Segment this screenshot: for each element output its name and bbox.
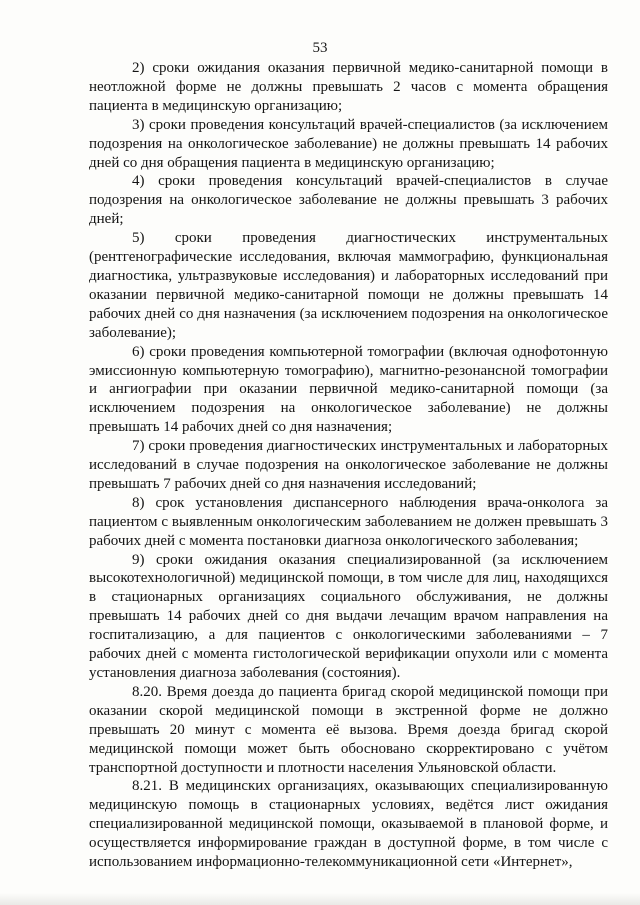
paragraph-item-7: 7) сроки проведения диагностических инструментальных и лабораторных исследований в случае подозрения на онкологическое заболевание не должны превышать 7 рабочих дней со дня назначения исследований; <box>89 438 608 492</box>
paragraph-item-6: 6) сроки проведения компьютерной томографии (включая однофотонную эмиссионную компьютерную томографию), магнитно-резонансной томографии и ангиографии при оказании первичной медико-санитарной помощи (за исключением подозрения на онкологическое заболевание) не должны превышать 14 рабочих дней со дня назначения; <box>89 343 608 436</box>
paragraph-item-9: 9) сроки ожидания оказания специализированной (за исключением высокотехнологичной) медицинской помощи, в том числе для лиц, находящихся в стационарных организациях социального обслуживания, не должны превышать 14 рабочих дней со дня выдачи лечащим врачом направления на госпитализацию, а для пациентов с онкологическими заболеваниями – 7 рабочих дней с момента гистологической верификации опухоли или с момента установления диагноза заболевания (состояния). <box>89 551 608 681</box>
paragraph-section-8-21: 8.21. В медицинских организациях, оказывающих специализированную медицинскую помощь в стационарных условиях, ведётся лист ожидания специализированной медицинской помощи, оказываемой в плановой форме, и осуществляется информирование граждан в доступной форме, в том числе с использованием информационно-телекоммуникационной сети «Интернет», <box>89 778 608 871</box>
page-bottom-edge <box>0 893 640 905</box>
document-body <box>89 59 608 872</box>
paragraph-item-8: 8) срок установления диспансерного наблюдения врача-онколога за пациентом с выявленным онкологическим заболеванием не должен превышать 3 рабочих дней с момента постановки диагноза онкологического заболевания; <box>89 494 608 549</box>
page-number: 53 <box>312 40 328 56</box>
paragraph-item-4: 4) сроки проведения консультаций врачей-специалистов в случае подозрения на онкологическое заболевание не должны превышать 3 рабочих дней; <box>89 173 608 228</box>
paragraph-item-2: 2) сроки ожидания оказания первичной медико-санитарной помощи в неотложной форме не должны превышать 2 часов с момента обращения пациента в медицинскую организацию; <box>89 60 608 114</box>
paragraph-item-5: 5) сроки проведения диагностических инструментальных (рентгенографические исследования, включая маммографию, функциональная диагностика, ультразвуковые исследования) и лабораторных исследований при оказании первичной медико-санитарной помощи не должны превышать 14 рабочих дней со дня назначения (за исключением подозрения на онкологическое заболевание); <box>89 230 608 341</box>
paragraph-section-8-20: 8.20. Время доезда до пациента бригад скорой медицинской помощи при оказании скорой медицинской помощи в экстренной форме не должно превышать 20 минут с момента её вызова. Время доезда бригад скорой медицинской помощи может быть обосновано скорректировано с учётом транспортной доступности и плотности населения Ульяновской области. <box>89 683 608 776</box>
paragraph-item-3: 3) сроки проведения консультаций врачей-специалистов (за исключением подозрения на онкологическое заболевание) не должны превышать 14 рабочих дней со дня обращения пациента в медицинскую организацию; <box>89 116 608 171</box>
